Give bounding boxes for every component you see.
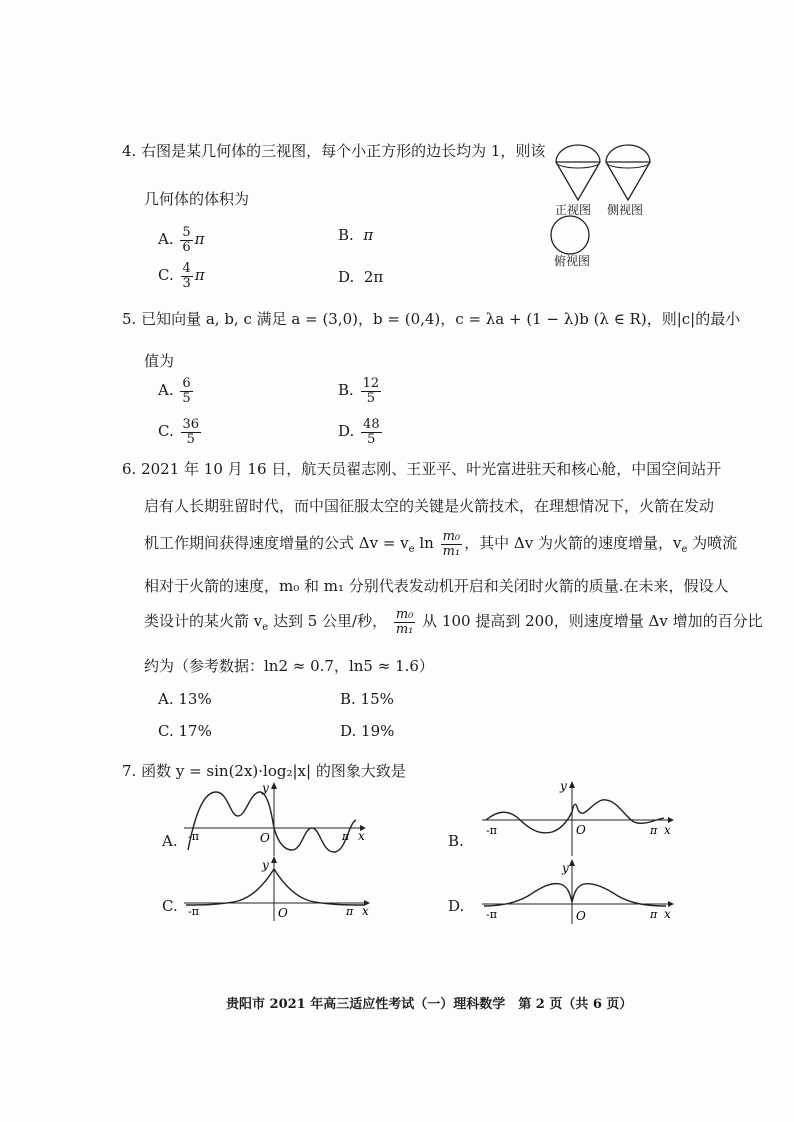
front-view-label: 正视图: [555, 203, 592, 217]
q5-option-d: D. $\frac{48}{5}$: [338, 417, 380, 447]
q6-option-d: D. 19%: [340, 722, 395, 740]
graph-b-pi: π: [650, 824, 658, 837]
graph-a: [180, 780, 370, 860]
graph-b-origin: O: [576, 823, 586, 837]
q5-option-a: A. $\frac{6}{5}$: [158, 376, 191, 406]
q5-option-b: B. $\frac{12}{5}$: [338, 376, 380, 406]
graph-d: [478, 858, 678, 928]
q5-stem-line1: 5. 已知向量 a, b, c 满足 a = (3,0)，b = (0,4)，c = λa + (1 − λ)b (λ ∈ R)，则|c|的最小: [122, 310, 741, 328]
top-view: [551, 216, 589, 254]
graph-b: [478, 780, 678, 860]
q4-option-d: D. 2π: [338, 268, 384, 286]
page-footer: 贵阳市 2021 年高三适应性考试（一）理科数学 第 2 页（共 6 页）: [226, 997, 633, 1012]
graph-a-pi: π: [342, 830, 350, 843]
graph-b-y: y: [560, 780, 567, 793]
q7-stem: 7. 函数 y = sin(2x)·log₂|x| 的图象大致是: [122, 762, 406, 780]
q7-option-d-label: D.: [448, 897, 465, 915]
graph-b-x: x: [664, 823, 671, 837]
graph-d-pi: π: [650, 908, 658, 921]
q4-option-c: C. $\frac{4}{3}$ π: [158, 261, 205, 291]
graph-c-pi: π: [346, 905, 354, 918]
graph-c-x: x: [362, 904, 369, 918]
q5-stem-line2: 值为: [144, 352, 175, 370]
graph-d-origin: O: [576, 909, 586, 923]
graph-c-origin: O: [278, 906, 288, 920]
q5-option-c: C. $\frac{36}{5}$: [158, 417, 200, 447]
graph-c-y: y: [262, 858, 269, 872]
graph-b-neg-pi: -π: [486, 824, 497, 837]
side-view-label: 侧视图: [607, 203, 644, 217]
q4-stem-line2: 几何体的体积为: [144, 190, 250, 208]
graph-d-x: x: [664, 907, 671, 921]
q7-option-c-label: C.: [162, 897, 178, 915]
graph-a-y: y: [262, 781, 269, 795]
graph-c: [180, 855, 380, 925]
graph-d-y: y: [562, 861, 569, 875]
q6-stem-line4: 相对于火箭的速度，m₀ 和 m₁ 分别代表发动机开启和关闭时火箭的质量.在未来，假设人: [144, 577, 729, 595]
q7-option-a-label: A.: [162, 832, 178, 850]
front-view: [556, 145, 600, 200]
side-view: [606, 145, 650, 200]
q4-option-b: B. π: [338, 226, 374, 244]
graph-c-neg-pi: -π: [188, 905, 199, 918]
graph-a-origin: O: [260, 831, 270, 845]
q6-option-c: C. 17%: [158, 722, 212, 740]
top-view-label: 俯视图: [554, 254, 591, 268]
q4-stem-line1: 4. 右图是某几何体的三视图，每个小正方形的边长均为 1，则该: [122, 142, 546, 160]
graph-a-x: x: [358, 829, 365, 843]
graph-a-neg-pi: -π: [188, 830, 199, 843]
q6-stem-line2: 启有人长期驻留时代，而中国征服太空的关键是火箭技术，在理想情况下，火箭在发动: [144, 497, 715, 515]
q6-stem-line3: 机工作期间获得速度增量的公式 $\Delta v = v_e$ ln $\frac{\text{m₀}}{\text{m₁}}$ ，其中 Δv 为火箭的速度增量，$v_e$ 为喷流: [144, 529, 738, 559]
q6-stem-line5: 类设计的某火箭 $v_e$ 达到 5 公里/秒， $\frac{\text{m₀}}{\text{m₁}}$ 从 100 提高到 200，则速度增量 Δv 增加的百分比: [144, 607, 763, 637]
q6-stem-line1: 6. 2021 年 10 月 16 日，航天员翟志刚、王亚平、叶光富进驻天和核心舱，中国空间站开: [122, 460, 722, 478]
q4-option-a: A. $\frac{5}{6}$ π: [158, 225, 205, 255]
q6-stem-line6: 约为（参考数据：ln2 ≈ 0.7，ln5 ≈ 1.6）: [144, 657, 434, 675]
q6-option-a: A. 13%: [158, 690, 212, 708]
q7-option-b-label: B.: [448, 832, 464, 850]
q6-option-b: B. 15%: [340, 690, 394, 708]
graph-d-neg-pi: -π: [486, 908, 497, 921]
